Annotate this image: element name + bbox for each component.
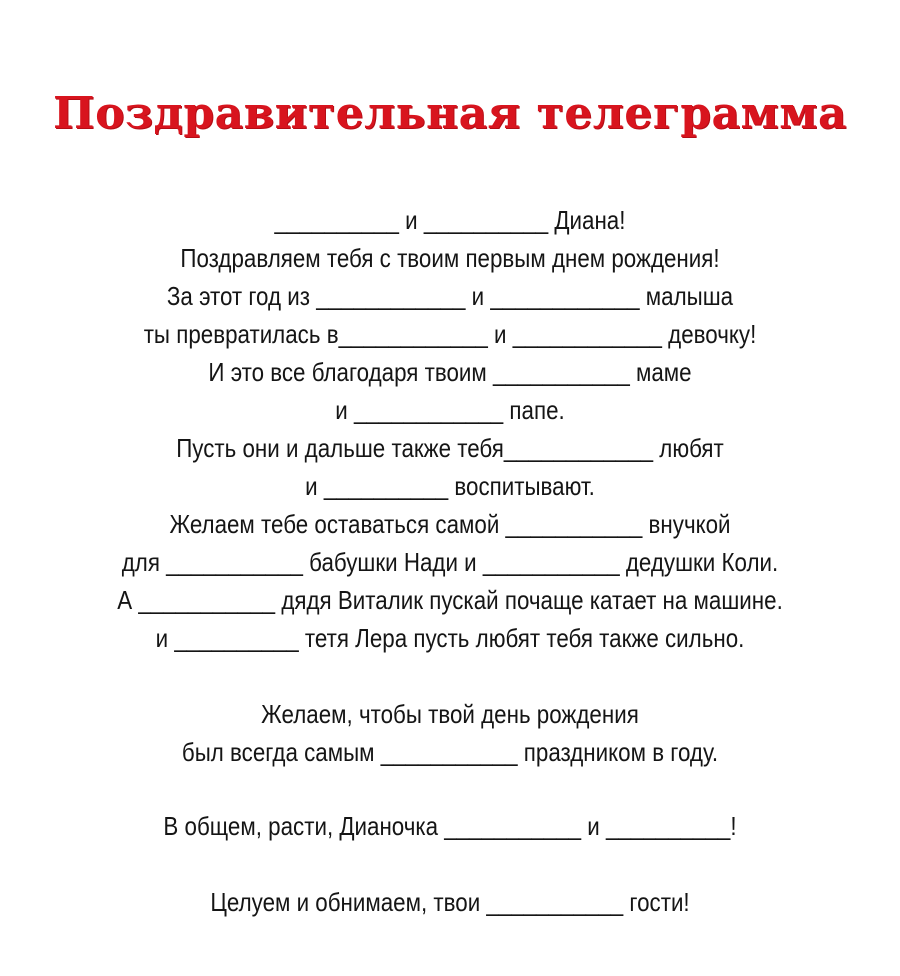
text-line: __________ и __________ Диана! xyxy=(274,205,626,235)
text-line: Поздравляем тебя с твоим первым днем рождения! xyxy=(180,243,720,273)
text-line: А ___________ дядя Виталик пускай почаще катает на машине. xyxy=(117,585,783,615)
text-line: Желаем тебе оставаться самой ___________ внучкой xyxy=(169,509,731,539)
text-line: И это все благодаря твоим ___________ маме xyxy=(208,357,692,387)
text-line: За этот год из ____________ и ____________ малыша xyxy=(166,281,734,311)
text-line: для ___________ бабушки Нади и ___________ дедушки Коли. xyxy=(121,547,779,577)
text-line: и ____________ папе. xyxy=(335,395,565,425)
text-line: ты превратилась в____________ и ____________ девочку! xyxy=(143,319,757,349)
text-line: был всегда самым ___________ праздником в году. xyxy=(181,737,719,767)
text-line: Пусть они и дальше также тебя____________ любят xyxy=(176,433,724,463)
text-line: В общем, расти, Дианочка ___________ и __________! xyxy=(163,811,737,841)
text-line: Целуем и обнимаем, твои ___________ гости! xyxy=(210,887,690,917)
document-title: Поздравительная телеграмма xyxy=(53,88,847,139)
text-line: и __________ воспитывают. xyxy=(305,471,595,501)
text-line: Желаем, чтобы твой день рождения xyxy=(261,699,639,729)
text-line: и __________ тетя Лера пусть любят тебя также сильно. xyxy=(155,623,745,653)
